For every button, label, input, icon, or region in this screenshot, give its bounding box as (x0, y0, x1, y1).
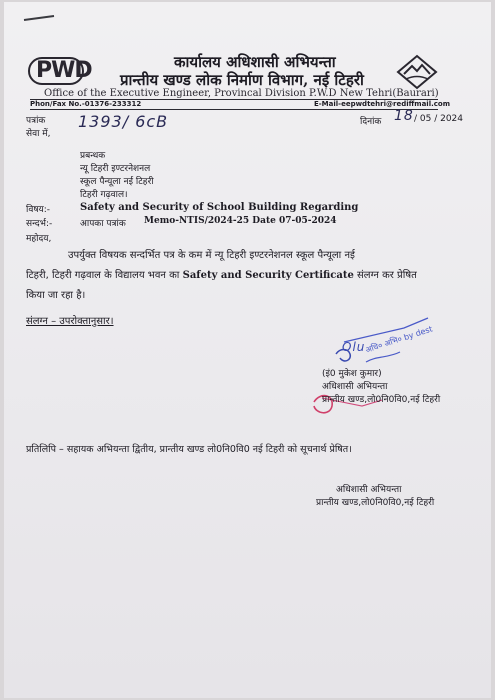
body-line-3: किया जा रहा है। (26, 290, 86, 301)
subject-text: Safety and Security of School Building Regarding (80, 202, 359, 213)
recipient-line-3: स्कूल पैन्यूला नई टिहरी (80, 177, 154, 187)
reference-letter-prefix: आपका पत्रांक (80, 219, 126, 229)
header-rule-bottom (30, 109, 438, 110)
letter-number-handwritten: 1393/ 6cB (78, 112, 169, 131)
subject-label: विषय:- (26, 205, 51, 215)
body-line-2 (26, 266, 417, 285)
signatory-1-office: प्रान्तीय खण्ड,लो0नि0वि0,नई टिहरी (322, 395, 441, 405)
uttarakhand-emblem-icon (396, 54, 438, 90)
enclosure-note: संलग्न – उपरोक्तानुसार। (26, 316, 114, 327)
body-line-2-bold: Safety and Security Certificate (182, 270, 354, 281)
signature-annotation-handwritten: अधि० अभि० by dest (364, 324, 434, 355)
body-line-2-end: संलग्न कर प्रेषित (357, 270, 417, 281)
reference-label: पत्रांक (26, 116, 46, 126)
division-title-hindi: प्रान्तीय खण्ड लोक निर्माण विभाग, नई टिहरी (120, 71, 364, 89)
office-title-hindi: कार्यालय अधिशासी अभियन्ता (174, 53, 336, 71)
office-title-english: Office of the Executive Engineer, Provincal Division P.W.D New Tehri(Baurari) (44, 88, 439, 99)
pwd-logo (28, 54, 92, 88)
recipient-line-4: टिहरी गढ़वाल। (80, 190, 128, 200)
email-address: E-Mail-eepwdtehri@rediffmail.com (314, 100, 451, 108)
salutation: महोदय, (26, 234, 52, 244)
reference-letter-text: Memo-NTIS/2024-25 Date 07-05-2024 (144, 216, 337, 226)
initials-handwritten: Olu (342, 340, 366, 354)
date-day-handwritten: 18 (394, 108, 414, 124)
recipient-line-2: न्यू टिहरी इण्टरनेशनल (80, 164, 151, 174)
reference-letter-label: सन्दर्भ:- (26, 219, 53, 229)
date-label: दिनांक (360, 117, 382, 127)
signatory-1-block (322, 368, 440, 407)
date-month-year: / 05 / 2024 (414, 114, 464, 124)
body-line-1: उपर्युक्त विषयक सन्दर्भित पत्र के कम में न्यू टिहरी इण्टरनेशनल स्कूल पैन्यूला नई (68, 250, 355, 261)
signatory-1-designation: अधिशासी अभियन्ता (322, 382, 388, 392)
recipient-line-1: प्रबन्धक (80, 151, 106, 161)
phone-fax: Phon/Fax No.-01376-233312 (30, 100, 142, 108)
document-page (4, 2, 491, 698)
copy-to-line: प्रतिलिपि – सहायक अभियन्ता द्वितीय, प्रान्तीय खण्ड लो0नि0वि0 नई टिहरी को सूचनार्थ प्रेषित। (26, 444, 352, 455)
signatory-1-name: (इं0 मुकेश कुमार) (322, 369, 382, 379)
body-line-2-start: टिहरी, टिहरी गढ़वाल के विद्यालय भवन का (26, 270, 180, 281)
signatory-2-office: प्रान्तीय खण्ड,लो0नि0वि0,नई टिहरी (316, 498, 435, 508)
to-label: सेवा में, (26, 129, 51, 139)
signatory-2-block (316, 484, 434, 510)
pwd-logo-text: PWD (36, 58, 92, 83)
signatory-2-designation: अधिशासी अभियन्ता (336, 485, 402, 495)
